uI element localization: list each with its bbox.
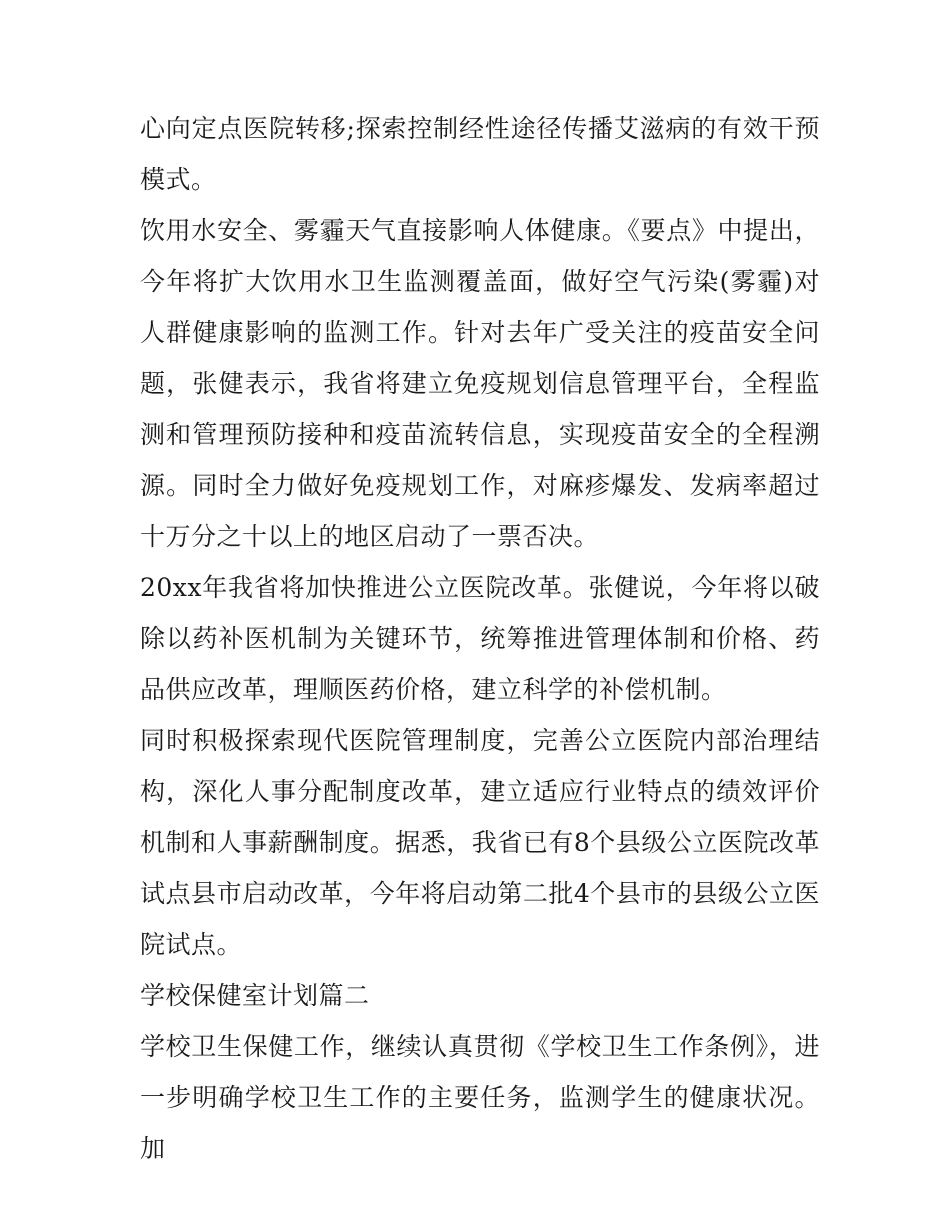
paragraph-school-health: 学校卫生保健工作，继续认真贯彻《学校卫生工作条例》，进一步明确学校卫生工作的主要任务，监测学生的健康状况。加 xyxy=(140,1032,820,1163)
paragraph-hospital-reform: 20xx年我省将加快推进公立医院改革。张健说，今年将以破除以药补医机制为关键环节，统筹推进管理体制和价格、药品供应改革，理顺医药价格，建立科学的补偿机制。 xyxy=(140,573,820,704)
paragraph-aids-intervention: 心向定点医院转移;探索控制经性途径传播艾滋病的有效干预模式。 xyxy=(140,114,820,194)
section-heading: 学校保健室计划篇二 xyxy=(140,981,370,1010)
paragraph-water-smog-vaccine: 饮用水安全、雾霾天气直接影响人体健康。《要点》中提出，今年将扩大饮用水卫生监测覆盖面，做好空气污染(雾霾)对人群健康影响的监测工作。针对去年广受关注的疫苗安全问题，张健表示，我省将建立免疫规划信息管理平台，全程监测和管理预防接种和疫苗流转信息，实现疫苗安全的全程溯源。同时全力做好免疫规划工作，对麻疹爆发、发病率超过十万分之十以上的地区启动了一票否决。 xyxy=(140,216,820,551)
paragraph-hospital-management: 同时积极探索现代医院管理制度，完善公立医院内部治理结构，深化人事分配制度改革，建立适应行业特点的绩效评价机制和人事薪酬制度。据悉，我省已有8个县级公立医院改革试点县市启动改革，今年将启动第二批4个县市的县级公立医院试点。 xyxy=(140,726,820,959)
document-body xyxy=(140,103,820,1174)
